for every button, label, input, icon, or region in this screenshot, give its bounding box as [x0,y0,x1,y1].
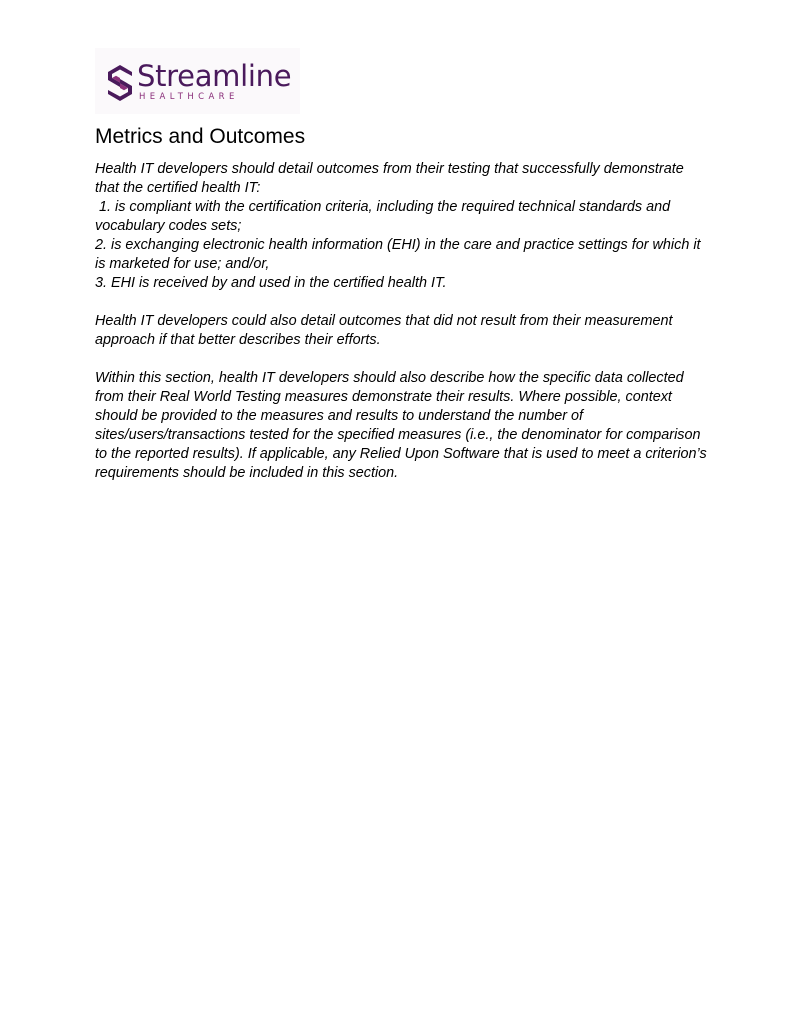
logo-tagline: HEALTHCARE [139,92,239,102]
text-line: sites/users/transactions tested for the specified measures (i.e., the denominator for comparison [95,427,701,443]
paragraph [95,312,715,350]
text-line: 2. is exchanging electronic health information (EHI) in the care and practice settings for which it [95,237,701,253]
text-line: should be provided to the measures and results to understand the number of [95,408,583,424]
paragraph [95,160,715,293]
text-line: requirements should be included in this section. [95,465,399,481]
text-line: Within this section, health IT developers should also describe how the specific data collected [95,370,684,386]
text-line: 3. EHI is received by and used in the certified health IT. [95,275,447,291]
text-line: Health IT developers should detail outcomes from their testing that successfully demonstrate [95,161,684,177]
section-body [95,160,715,483]
text-line: is marketed for use; and/or, [95,256,270,272]
paragraph-spacer [95,350,715,369]
paragraph-spacer [95,293,715,312]
text-line: 1. is compliant with the certification criteria, including the required technical standards and [95,199,671,215]
logo-wordmark: Streamline [137,59,292,93]
text-line: Health IT developers could also detail outcomes that did not result from their measurement [95,313,673,329]
text-line: that the certified health IT: [95,180,261,196]
text-line: vocabulary codes sets; [95,218,242,234]
company-logo [95,48,300,114]
section-heading: Metrics and Outcomes [95,125,306,148]
text-line: approach if that better describes their efforts. [95,332,381,348]
text-line: from their Real World Testing measures demonstrate their results. Where possible, context [95,389,672,405]
text-line: to the reported results). If applicable, any Relied Upon Software that is used to meet a criterion’s [95,446,707,462]
paragraph [95,369,715,483]
streamline-s-logo-icon [106,64,134,102]
